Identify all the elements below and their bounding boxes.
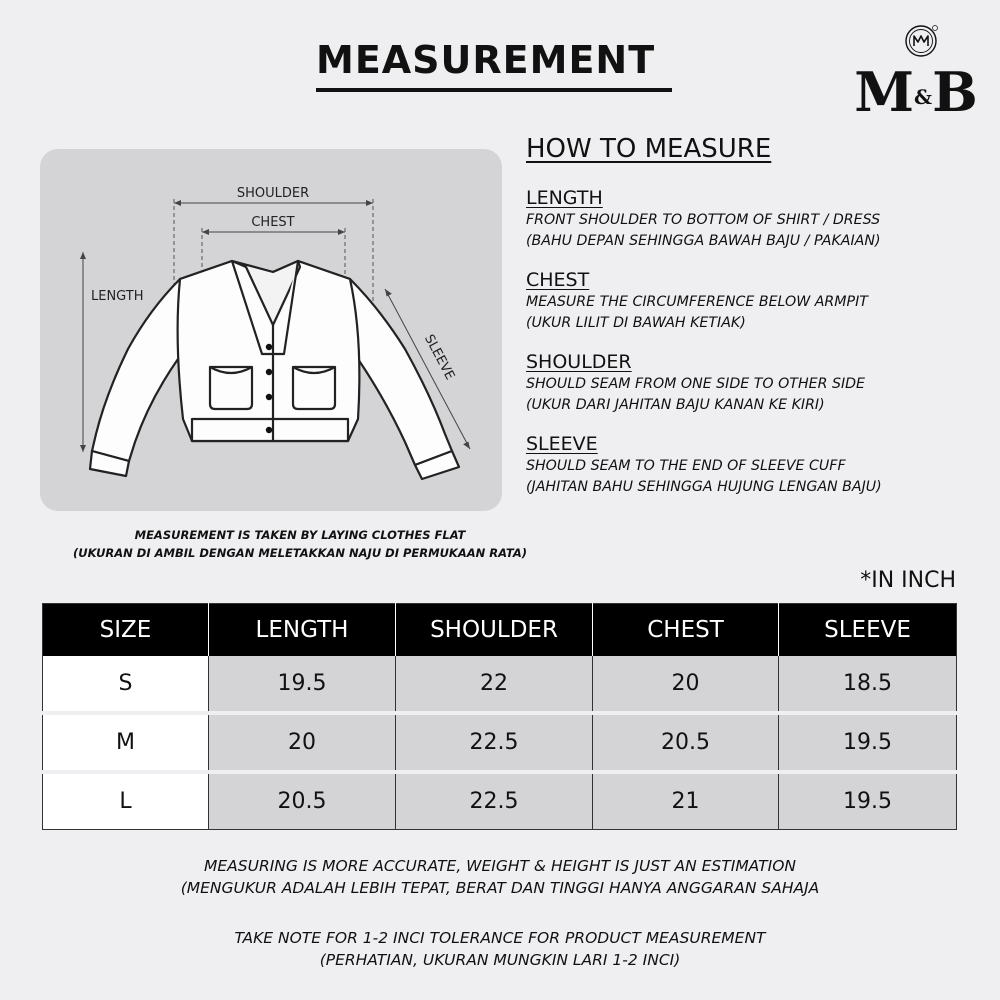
measure-item-length: [526, 186, 976, 252]
table-row: [43, 772, 957, 830]
measure-item-name: SHOULDER: [526, 351, 632, 373]
chest-cell: 20.5: [593, 713, 779, 772]
shoulder-arrow-right: [366, 200, 373, 206]
chest-cell: 20: [593, 656, 779, 713]
measure-item-desc-ms: (UKUR LILIT DI BAWAH KETIAK): [526, 315, 746, 331]
size-cell: M: [43, 713, 209, 772]
brand-logo: [846, 24, 986, 124]
chest-cell: 21: [593, 772, 779, 830]
footnote-line-3: TAKE NOTE FOR 1-2 INCI TOLERANCE FOR PRODUCT MEASUREMENT: [234, 929, 766, 947]
footnote-line-4: (PERHATIAN, UKURAN MUNGKIN LARI 1-2 INCI): [319, 951, 681, 969]
measure-item-desc: FRONT SHOULDER TO BOTTOM OF SHIRT / DRESS: [526, 212, 881, 228]
size-cell: L: [43, 772, 209, 830]
footnote-line-2: (MENGUKUR ADALAH LEBIH TEPAT, BERAT DAN TINGGI HANYA ANGGARAN SAHAJA: [180, 879, 820, 897]
measurement-diagram: [40, 149, 502, 511]
sleeve-label: SLEEVE: [420, 332, 458, 383]
header-length: LENGTH: [209, 604, 396, 657]
diagram-note-line-2: (UKURAN DI AMBIL DENGAN MELETAKKAN NAJU DI PERMUKAAN RATA): [72, 546, 528, 560]
sleeve-cell: 19.5: [779, 772, 957, 830]
size-cell: S: [43, 656, 209, 713]
shoulder-cell: 22: [396, 656, 593, 713]
measure-item-desc: SHOULD SEAM TO THE END OF SLEEVE CUFF: [526, 458, 846, 474]
size-chart-table: [42, 603, 957, 830]
footnotes: [0, 855, 1000, 971]
header-shoulder: SHOULDER: [396, 604, 593, 657]
length-arrow-top: [80, 252, 86, 259]
page-title: MEASUREMENT: [316, 38, 656, 82]
length-cell: 20.5: [209, 772, 396, 830]
how-to-measure-title: HOW TO MEASURE: [526, 134, 772, 164]
chest-arrow-right: [338, 229, 345, 235]
measure-item-chest: [526, 268, 976, 334]
logo-ampersand: &: [914, 84, 933, 109]
measure-item-desc-ms: (BAHU DEPAN SEHINGGA BAWAH BAJU / PAKAIAN): [526, 233, 881, 249]
sleeve-cell: 19.5: [779, 713, 957, 772]
measure-item-name: LENGTH: [526, 187, 603, 209]
chest-arrow-left: [202, 229, 209, 235]
sleeve-arrow-top: [385, 289, 392, 297]
title-underline: [316, 88, 672, 92]
shoulder-cell: 22.5: [396, 772, 593, 830]
shoulder-label: SHOULDER: [236, 186, 310, 201]
shoulder-cell: 22.5: [396, 713, 593, 772]
shoulder-arrow-left: [174, 200, 181, 206]
header-sleeve: SLEEVE: [779, 604, 957, 657]
length-arrow-bottom: [80, 445, 86, 452]
logo-letter-b: B: [932, 60, 978, 124]
measure-item-desc: MEASURE THE CIRCUMFERENCE BELOW ARMPIT: [526, 294, 868, 310]
how-to-measure-section: [526, 132, 976, 498]
measure-item-name: SLEEVE: [526, 433, 598, 455]
measure-item-desc-ms: (UKUR DARI JAHITAN BAJU KANAN KE KIRI): [526, 397, 825, 413]
footnote-line-1: MEASURING IS MORE ACCURATE, WEIGHT & HEIGHT IS JUST AN ESTIMATION: [204, 857, 796, 875]
logo-letter-m: M: [854, 60, 915, 124]
logo-emblem-icon: [904, 24, 938, 58]
cardigan-illustration: [40, 149, 502, 511]
table-row: [43, 656, 957, 713]
header-chest: CHEST: [593, 604, 779, 657]
measure-item-name: CHEST: [526, 269, 590, 291]
table-header-row: [43, 604, 957, 657]
length-cell: 19.5: [209, 656, 396, 713]
diagram-note: [40, 526, 560, 562]
length-cell: 20: [209, 713, 396, 772]
sleeve-cell: 18.5: [779, 656, 957, 713]
measure-item-desc-ms: (JAHITAN BAHU SEHINGGA HUJUNG LENGAN BAJU): [526, 479, 882, 495]
header-size: SIZE: [43, 604, 209, 657]
cardigan-drawing: [90, 261, 459, 479]
measure-item-sleeve: [526, 432, 976, 498]
measure-item-shoulder: [526, 350, 976, 416]
unit-note: *IN INCH: [860, 568, 956, 593]
table-row: [43, 713, 957, 772]
diagram-note-line-1: MEASUREMENT IS TAKEN BY LAYING CLOTHES FLAT: [134, 528, 466, 542]
sleeve-arrow-bottom: [463, 442, 470, 450]
measure-item-desc: SHOULD SEAM FROM ONE SIDE TO OTHER SIDE: [526, 376, 866, 392]
chest-label: CHEST: [251, 215, 295, 230]
logo-wordmark: [846, 62, 986, 127]
length-label: LENGTH: [91, 289, 144, 304]
